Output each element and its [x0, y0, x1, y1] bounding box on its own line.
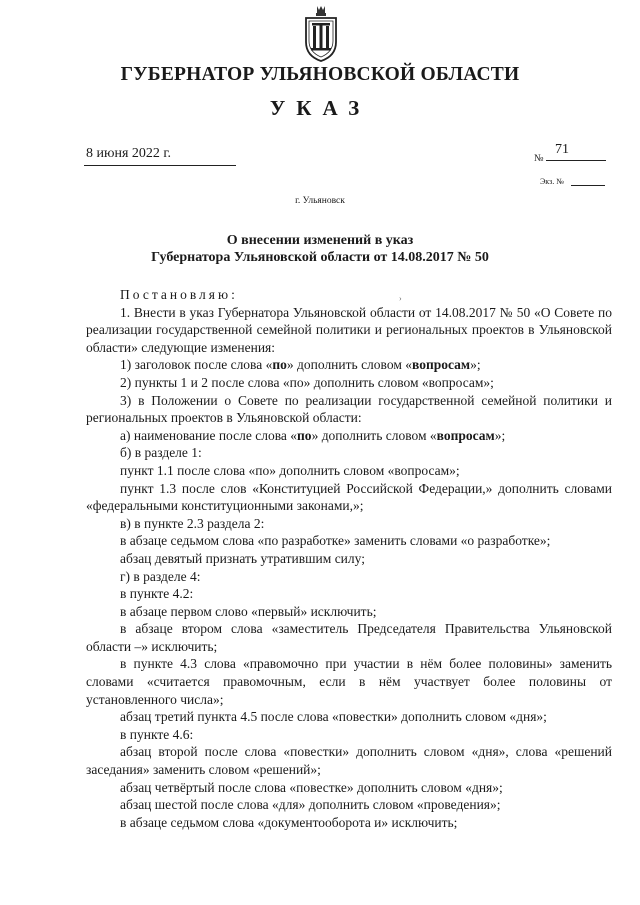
- paragraph: абзац третий пункта 4.5 после слова «повестки» дополнить словом «дня»;: [120, 709, 547, 725]
- paragraph: пункт 1.1 после слова «по» дополнить словом «вопросам»;: [120, 462, 460, 478]
- paragraph: в пункте 4.6:: [120, 726, 194, 742]
- governor-title: ГУБЕРНАТОР УЛЬЯНОВСКОЙ ОБЛАСТИ: [120, 64, 520, 85]
- paragraph: в абзаце втором слова «заместитель Председателя Правительства Ульяновской области –» исключить;: [86, 621, 612, 654]
- decree-number: 71: [555, 142, 569, 157]
- preamble: Постановляю:: [120, 287, 238, 302]
- paragraph: абзац второй после слова «повестки» дополнить словом «дня», слова «решений заседания» заменить словом «решений»;: [86, 744, 612, 778]
- paragraph: б) в разделе 1:: [120, 445, 202, 461]
- paragraph: в) в пункте 2.3 раздела 2:: [120, 515, 265, 531]
- coat-of-arms-icon: [304, 4, 338, 62]
- decree-body: [86, 286, 612, 831]
- stray-mark: ›: [399, 294, 402, 303]
- subject-line: Губернатора Ульяновской области от 14.08.2017 № 50: [151, 250, 489, 265]
- paragraph: 1. Внести в указ Губернатора Ульяновской области от 14.08.2017 № 50 «О Совете по реализации государственной семейной политики и региональных проектов в Ульяновской области» следующие изменения:: [86, 304, 612, 355]
- paragraph: 1) заголовок после слова «по» дополнить словом «вопросам»;: [120, 357, 481, 373]
- decree-date: 8 июня 2022 г.: [86, 146, 172, 161]
- paragraph: в пункте 4.3 слова «правомочно при участии в нём более половины» заменить словами «считается правомочным, если в нём участвует более половины от установленного числа»;: [86, 656, 612, 707]
- city: г. Ульяновск: [295, 196, 345, 206]
- date-underline: [84, 165, 236, 166]
- paragraph: 2) пункты 1 и 2 после слова «по» дополнить словом «вопросам»;: [120, 374, 494, 390]
- paragraph: 3) в Положении о Совете по реализации государственной семейной политики и региональных проектов в Ульяновской области:: [86, 392, 612, 426]
- paragraph: абзац шестой после слова «для» дополнить словом «проведения»;: [120, 797, 501, 813]
- paragraph: а) наименование после слова «по» дополнить словом «вопросам»;: [120, 427, 506, 443]
- paragraph: абзац девятый признать утратившим силу;: [120, 550, 365, 566]
- paragraph: абзац четвёртый после слова «повестке» дополнить словом «дня»;: [120, 779, 503, 795]
- paragraph: в пункте 4.2:: [120, 586, 194, 602]
- subject-line: О внесении изменений в указ: [226, 233, 414, 248]
- decree-subject: [0, 232, 640, 266]
- decree-title: УКАЗ: [269, 96, 371, 120]
- copy-number-label: Экз. №: [540, 177, 564, 186]
- paragraph: в абзаце седьмом слова «документооборота и» исключить;: [120, 814, 458, 830]
- number-sign: №: [534, 153, 544, 164]
- number-underline: [546, 160, 606, 161]
- paragraph: пункт 1.3 после слов «Конституцией Российской Федерации,» дополнить словами «федеральными конституционными законами,»;: [86, 480, 612, 514]
- paragraph: в абзаце седьмом слова «по разработке» заменить словами «о разработке»;: [120, 533, 551, 549]
- paragraph: г) в разделе 4:: [120, 568, 201, 584]
- copy-number-underline: [571, 185, 605, 186]
- paragraph: в абзаце первом слово «первый» исключить;: [120, 603, 377, 619]
